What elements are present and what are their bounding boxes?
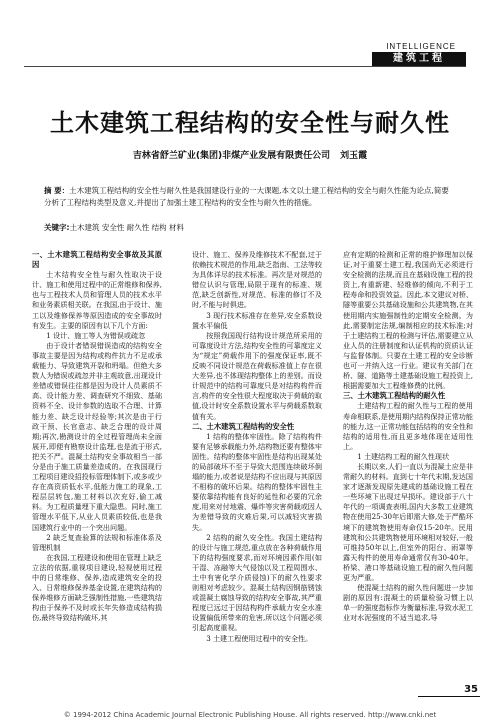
body-paragraph: 3 土建工程使用过程中的安全性。 bbox=[206, 633, 313, 643]
abstract-label: 摘 要： bbox=[44, 186, 70, 195]
section-heading: 二、土木建筑工程结构的安全性 bbox=[192, 421, 295, 431]
body-paragraph: 应有定期的检测和正常的维护修理加以保证,对于重要土建工程,我国尚无必须进行安全检测的法规,而且在基础设施工程的投资上,有重新建、轻维修的倾向,不利于工程寿命和投资效益。因此,本文建议对桥、隧等重要公共基础设施和公共建筑物,在其使用期内实施强制性的定期安全检测。为此,需要制定法规,编制相应的技术标准;对于土建结构工程的检测与评估,需要建立从业人员的注册制度和认证机构的资质认证与监督体制。只要在土建工程的安全诊断也可一并纳入这一行业。建议有关部门在桥、隧、道路等土建基础设施工程投资上,根据需要加大工程维修费的比例。 bbox=[343, 250, 473, 391]
article-title: 土木建筑工程结构的安全性与耐久性 bbox=[50, 109, 450, 137]
keywords-text: 土木建筑 安全性 耐久性 结构 材料 bbox=[69, 223, 185, 232]
abstract bbox=[44, 185, 450, 209]
column-3 bbox=[343, 250, 473, 695]
body-paragraph: 2 结构的耐久安全性。我国土建结构的设计与施工规范,重点放在各种荷载作用下的结构强度要求,而对环境因素作用(如干湿、冻融等大气侵蚀以及工程周围水、土中有害化学介质侵蚀)下的耐久性要求则相对考虑较少。混凝土结构因钢筋锈蚀或混凝土腐蚀导致的结构安全事故,其严重程度已远过于因结构构件承载力安全水准设置偏低所带来的危害,所以这个问题必须引起高度重视。 bbox=[192, 532, 322, 633]
body-paragraph: 设计、施工、保养及维修技术不配套,过于依赖技术规范的作用,缺乏指南、工法等较为具体详尽的技术标准。再次是对规范的错位认识与管理,局限于现有的标准、规范,缺乏创新性,对规范、标准的修订不及时,不能与时俱进。 bbox=[192, 250, 322, 310]
page-number: 35 bbox=[464, 684, 478, 695]
column-1 bbox=[32, 250, 162, 695]
body-paragraph: 1 结构的整体牢固性。除了结构构件要有足够承载能力外,结构物还要有整体牢固性。结构的整体牢固性是结构出现某处的局部破坏不至于导致大范围连续破坏倒塌的能力,或者说是结构不应出现与其原因不相称的破坏后果。结构的整体牢固性主要依靠结构能有良好的延性和必要的冗余度,用来对付地震、爆炸等灾害荷载或因人为差错导致的灾难后果,可以减轻灾害损失。 bbox=[192, 431, 322, 532]
authors-line bbox=[0, 148, 500, 161]
keywords bbox=[44, 222, 450, 234]
copyright-footer: © 1994-2012 China Academic Journal Electronic Publishing House. All rights reserved. http://www.cnki.net bbox=[63, 711, 437, 719]
body-paragraph: 按照我国现行结构设计规范所采用的可靠度设计方法,结构安全性的可靠度定义为“规定”荷载作用下的强度保证率,既不反映不同设计规范在荷载标准值上存在很大差异,也不体现结构整体上的差别。而设计规范中的结构可靠度只是对结构构件而言,构件的安全性很大程度取决于荷载的取值,设计时安全系数设置水平与荷载系数取值有关。 bbox=[192, 330, 322, 421]
abstract-text: 土木建筑工程结构的安全性与耐久性是我国建设行业的一大课题,本文以土建工程结构的安全与耐久性能为论点,简要分析了工程结构类型及意义,并提出了加强土建工程结构的安全性与耐久性的措施。 bbox=[44, 186, 449, 207]
body-paragraph: 1 设计、施工等人为错误或疏忽 bbox=[46, 330, 146, 340]
body-paragraph: 由于设计者错误错误造成的结构安全事故主要是因为结构或构件抗力不足或承载能力、导致建筑开裂和坍塌。但绝大多数人为错误或疏忽并非主观故意,出现设计差错或错误往往都是因为设计人员素质不高、设计能力差、调查研究不细致、基础资料不全、设计参数的选取不合理、计算能力差、缺乏设计经验等;其次是由于行政干预、长官意志、缺乏合理的设计周期;再次,勘测设计的全过程管理尚未全面展开,即便有勘察设计监理,也是流于形式,把关不严。混凝土结构安全事故相当一部分是由于施工质量差造成的。在我国现行工程项目建设招投标管理体制下,或多或少存在高资质低水平,低能力施工的现象,工程层层转包,施工材料以次充好,偷工减料。为工程质量埋下重大隐患。同时,施工管理水平低下,从业人员素质较低,也是我国建筑行业中的一个突出问题。 bbox=[32, 340, 162, 532]
body-paragraph: 使混凝土结构的耐久性问题进一步加剧的原因有:混凝土的质量检验习惯上以单一的强度指标作为衡量标准,导致水泥工业对水泥强度的不适当追求,导 bbox=[343, 583, 473, 623]
magazine-name: INTELLIGENCE bbox=[386, 42, 456, 51]
body-paragraph: 在我国,工程建设和使用在管理上缺乏立法的依据,重视项目建设,轻视使用过程中的日常维修、保养,造成建筑安全的投入、日常维修保养基金设置,在建筑结构的保养维修方面缺乏强制性措施,一些建筑结构由于保养不及时或长年失修造成结构损伤,最终导致结构破坏,其 bbox=[32, 552, 162, 623]
body-paragraph: 1 土建结构工程的耐久性现状 bbox=[357, 451, 450, 461]
column-2 bbox=[192, 250, 322, 695]
body-paragraph: 长期以来,人们一直以为混凝土应是非常耐久的材料。直到七十年代末期,发达国家才逐渐发现原先建成的基础设施工程在一些环境下出现过早损坏。建设部于八十年代的一项调查表明,国内大多数工业建筑物在使用25-30年后即需大修,处于严酷环境下的建筑物使用寿命仅15-20年。民用建筑和公共建筑物使用环境相对较好,一般可维持50年以上,但室外的阳台、雨罩等露天构件的使用寿命通常仅有30-40年。桥梁、港口等基础设施工程的耐久性问题更为严重。 bbox=[343, 461, 473, 582]
body-paragraph: 土建结构工程的耐久性与工程的使用寿命相联系,是使用期内结构保持正常功能的能力,这一正常功能包括结构的安全性和结构的适用性,而且更多地体现在适用性上。 bbox=[343, 401, 473, 451]
section-banner bbox=[372, 52, 466, 66]
affiliation: 吉林省舒兰矿业(集团)非煤产业发展有限责任公司 bbox=[132, 151, 331, 161]
author-name: 刘玉霞 bbox=[340, 151, 368, 161]
page-number-rule bbox=[418, 696, 480, 697]
body-paragraph: 土木结构安全性与耐久性取决于设计、施工和使用过程中的正常维修和保养,也与工程技术人员和管理人员的技术水平和业务素质相关联。在我国,由于设计、施工以及维修保养等原因造成的安全事故时有发生。主要的原因有以下几个方面: bbox=[32, 270, 162, 330]
section-heading: 三、土木建筑工程结构的耐久性 bbox=[343, 391, 446, 401]
body-paragraph: 3 现行技术标准存在差异,安全系数设置水平偏低 bbox=[192, 310, 322, 330]
section-label: 建筑工程 bbox=[393, 53, 445, 64]
body-paragraph: 2 缺乏复查验算的法规和标准体系及管理机制 bbox=[32, 532, 162, 552]
keywords-label: 关键字: bbox=[44, 223, 70, 232]
section-heading: 一、土木建筑工程结构安全事故及其原因 bbox=[32, 250, 162, 270]
header-divider bbox=[24, 66, 466, 67]
